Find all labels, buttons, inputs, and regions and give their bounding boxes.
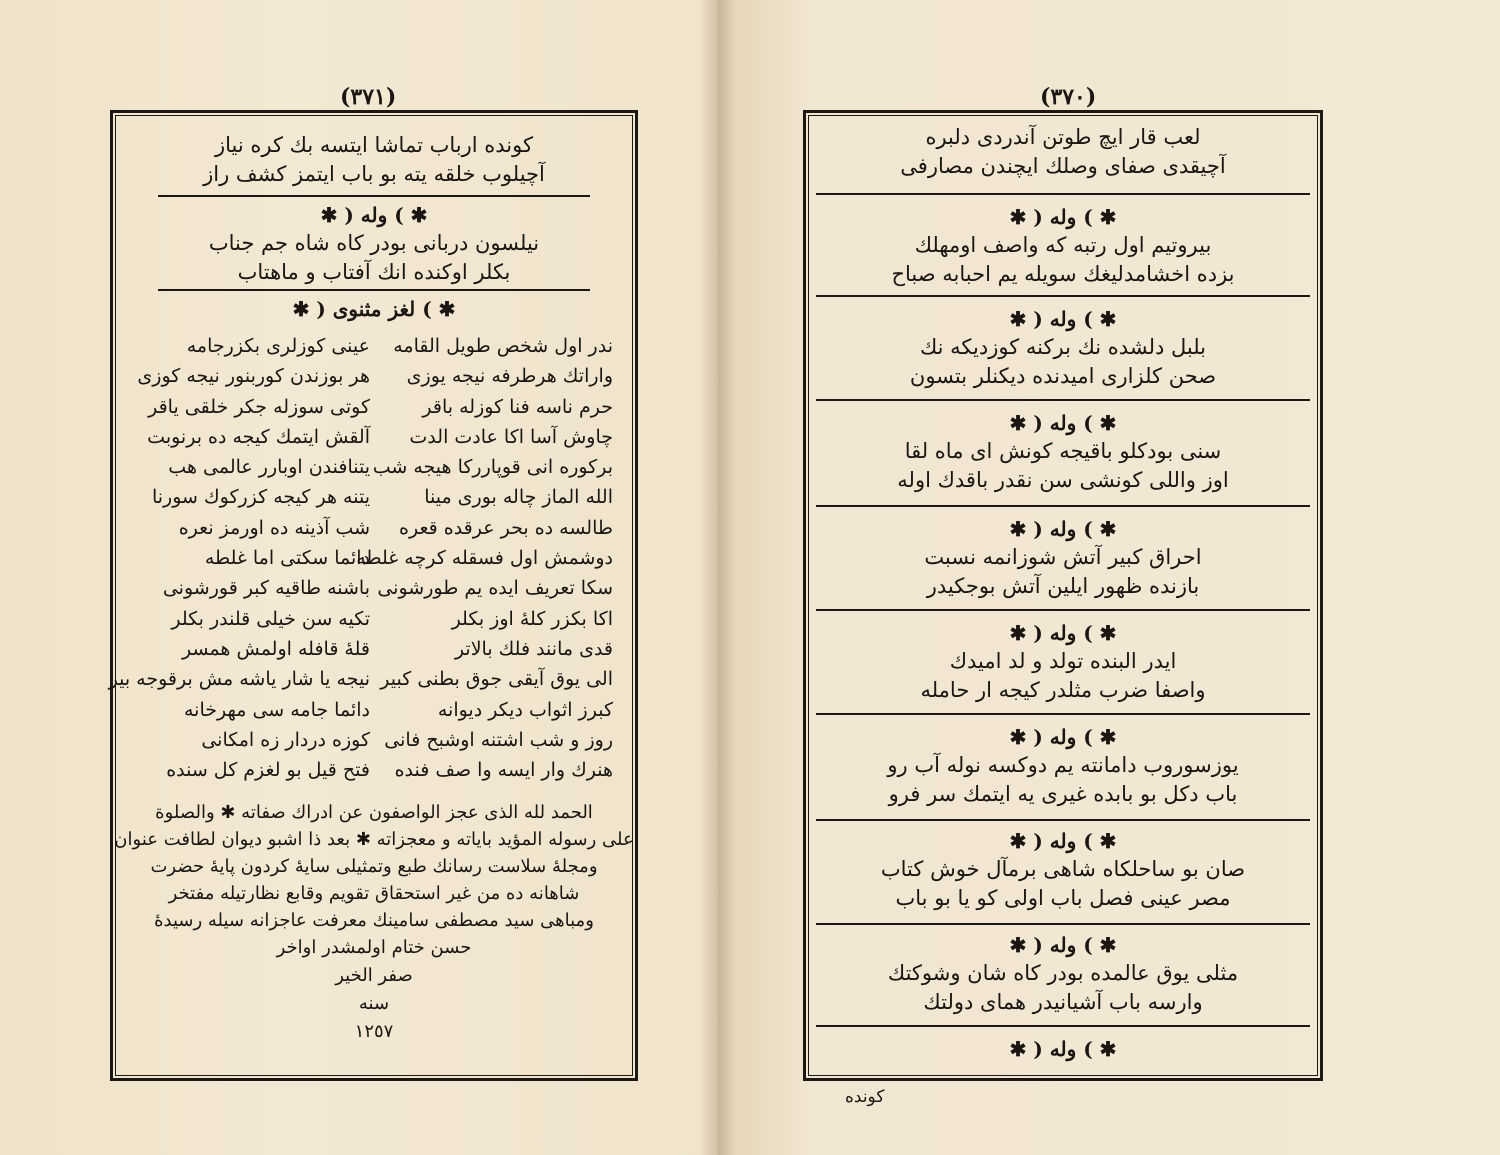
riddle-poem: [108, 331, 613, 791]
section-heading: ✱ ) وله ( ✱: [1009, 621, 1117, 645]
verse-line: الله الماز چاله بورى مينا: [424, 486, 613, 509]
section-heading: ✱ ) وله ( ✱: [1009, 829, 1117, 853]
verse-line: دوشمش اول فسقله كرچه غلطه: [356, 547, 613, 570]
verse-line: فتح قيل بو لغزم كل سنده: [166, 759, 370, 782]
divider-rule: [816, 295, 1310, 297]
colophon-line: على رسوله المؤيد باياته و معجزاته ✱ بعد ذا اشبو ديوان لطافت عنوان: [114, 829, 634, 850]
verse-line: آچيلوب خلقه يته بو باب ايتمز كشف راز: [203, 162, 545, 186]
verse-line: صان بو ساحلكاه شاهى برمآل خوش كتاب: [880, 857, 1246, 881]
verse-line: حرم ناسه فنا كوزله باقر: [422, 395, 613, 418]
section-heading: ✱ ) وله ( ✱: [1009, 411, 1117, 435]
right-top-couplet: [806, 123, 1320, 181]
verse-line: كوتى سوزله جكر خلقى ياقر: [148, 395, 370, 418]
verse-line: صحن كلزارى اميدنده ديكنلر بتسون: [909, 364, 1217, 388]
verse-line: بيروتيم اول رتبه كه واصف اومهلك: [914, 233, 1212, 257]
right-section-2: [806, 305, 1320, 391]
section-heading: ✱ ) وله ( ✱: [1009, 205, 1117, 229]
divider-rule: [816, 399, 1310, 401]
colophon-date: ١٢٥٧: [354, 1021, 394, 1042]
verse-line: يتنه هر كيجه كزركوك سورنا: [151, 486, 370, 509]
section-heading: ✱ ) وله ( ✱: [1009, 1037, 1117, 1061]
divider-rule: [816, 193, 1310, 195]
right-section-9: [806, 1035, 1320, 1063]
left-column: [108, 331, 370, 785]
right-page-frame: [803, 110, 1323, 1081]
verse-line: كبرز اثواب ديكر ديوانه: [437, 698, 613, 721]
verse-line: آچيقدى صفاى وصلك ايچندن مصارفى: [900, 154, 1226, 178]
verse-line: طالسه ده بحر عرقده قعره: [399, 516, 613, 539]
verse-line: يوزسوروب دامانته يم دوكسه نوله آب رو: [887, 753, 1239, 777]
left-section-1: [113, 201, 635, 287]
right-section-1: [806, 203, 1320, 289]
divider-rule: [158, 289, 590, 291]
verse-line: مثلى يوق عالمده بودر كاه شان وشوكتك: [887, 961, 1239, 985]
verse-line: سكا تعريف ايده يم طورشونى: [377, 577, 613, 600]
colophon-line: ومجلهٔ سلاست رسانك طبع وتمثيلى سايهٔ كردون پايهٔ حضرت: [150, 856, 598, 877]
verse-line: آلقش ايتمك كيجه ده برنوبت: [147, 425, 370, 448]
divider-rule: [158, 195, 590, 197]
verse-line: چاوش آسا اكا عادت الدت: [409, 425, 613, 448]
verse-line: هنرك وار ايسه وا صف فنده: [394, 759, 613, 782]
verse-line: ندر اول شخص طويل القامه: [393, 335, 613, 357]
colophon-line: صفر الخير: [335, 965, 413, 986]
right-section-8: [806, 931, 1320, 1017]
verse-line: نيلسون دربانى بودر كاه شاه جم جناب: [208, 231, 540, 255]
verse-line: هر بوزندن كوربنور نيجه كوزى: [137, 365, 370, 388]
section-heading: ✱ ) وله ( ✱: [1009, 725, 1117, 749]
verse-line: الى يوق آيقى جوق بطنى كبير: [380, 668, 613, 691]
section-heading: ✱ ) وله ( ✱: [1009, 307, 1117, 331]
verse-line: بازنده ظهور ايلين آتش بوجكيدر: [926, 574, 1200, 598]
book-gutter: [700, 0, 736, 1155]
verse-line: وارسه باب آشيانيدر هماى دولتك: [923, 990, 1203, 1014]
verse-line: يتنافندن اوبارر عالمى هب: [168, 456, 370, 479]
verse-line: دائما جامه سى مهرخانه: [183, 698, 370, 721]
right-section-6: [806, 723, 1320, 809]
divider-rule: [816, 505, 1310, 507]
section-heading: ✱ ) لغز مثنوى ( ✱: [292, 297, 456, 321]
colophon-line: شاهانه ده من غير استحقاق تقويم وقابع نظارتيله مفتخر: [168, 883, 580, 904]
divider-rule: [816, 713, 1310, 715]
verse-line: تكيه سن خيلى قلندر بكلر: [171, 607, 370, 630]
divider-rule: [816, 1025, 1310, 1027]
divider-rule: [816, 923, 1310, 925]
right-section-7: [806, 827, 1320, 913]
verse-line: بركوره انى قوپارركا هيجه شب: [372, 456, 613, 479]
verse-line: بلبل دلشده نك بركنه كوزديكه نك: [919, 335, 1207, 359]
verse-line: بكلر اوكنده انك آفتاب و ماهتاب: [237, 260, 511, 284]
verse-line: اوز واللى كونشى سن نقدر باقدك اوله: [897, 468, 1229, 492]
verse-line: قدى مانند فلك بالاتر: [454, 637, 613, 660]
verse-line: احراق كبير آتش شوزانمه نسبت: [924, 545, 1202, 569]
colophon-line: ومباهى سيد مصطفى سامينك معرفت عاجزانه سيله رسيدهٔ: [154, 910, 594, 931]
right-section-4: [806, 515, 1320, 601]
section-heading: ✱ ) وله ( ✱: [320, 203, 428, 227]
right-section-5: [806, 619, 1320, 705]
verse-line: عينى كوزلرى بكزرجامه: [186, 335, 370, 357]
verse-line: كوزه دردار زه امكانى: [201, 728, 370, 751]
left-section-2-heading: [113, 295, 635, 323]
verse-line: دائما سكتى اما غلطه: [204, 547, 370, 570]
section-heading: ✱ ) وله ( ✱: [1009, 933, 1117, 957]
right-page-number: (٣٧٠): [1040, 84, 1097, 110]
divider-rule: [816, 819, 1310, 821]
verse-line: باب دكل بو بابده غيرى يه ايتمك سر فرو: [888, 782, 1238, 806]
verse-line: روز و شب اشتنه اوشبح فانى: [384, 728, 613, 751]
colophon-line: الحمد لله الذى عجز الواصفون عن ادراك صفاته ✱ والصلوة: [155, 802, 593, 823]
verse-line: واصفا ضرب مثلدر كيجه ار حامله: [920, 678, 1206, 702]
verse-line: باشنه طاقيه كبر قورشونى: [162, 577, 370, 600]
left-top-couplet: [113, 131, 635, 189]
colophon-line: سنه: [358, 993, 390, 1014]
verse-line: قلهٔ قافله اولمش همسر: [182, 637, 370, 660]
colophon: [113, 799, 635, 1046]
divider-rule: [816, 609, 1310, 611]
verse-line: لعب قار ايچ طوتن آندردى دلبره: [925, 125, 1201, 149]
verse-line: بزده اخشامدليغك سويله يم احبابه صباح: [891, 262, 1235, 286]
left-page-number: (٣٧١): [340, 84, 397, 110]
verse-line: ايدر البنده تولد و لد اميدك: [949, 649, 1177, 673]
verse-line: مصر عينى فصل باب اولى كو يا بو باب: [895, 886, 1231, 910]
verse-line: واراتك هرطرفه نيجه يوزى: [406, 365, 613, 388]
section-heading: ✱ ) وله ( ✱: [1009, 517, 1117, 541]
left-page-frame: [110, 110, 638, 1081]
right-section-3: [806, 409, 1320, 495]
right-column: [356, 331, 613, 785]
verse-line: سنى بودكلو باقيجه كونش اى ماه لقا: [904, 439, 1222, 463]
verse-line: نيجه يا شار ياشه مش برقوجه بير: [108, 668, 370, 691]
verse-line: شب آذينه ده اورمز نعره: [178, 516, 370, 539]
verse-line: اكا بكزر كلهٔ اوز بكلر: [451, 607, 613, 630]
catchword: كونده: [845, 1087, 885, 1107]
verse-line: كونده ارباب تماشا ايتسه بك كره نياز: [215, 133, 533, 157]
colophon-line: حسن ختام اولمشدر اواخر: [276, 937, 472, 958]
